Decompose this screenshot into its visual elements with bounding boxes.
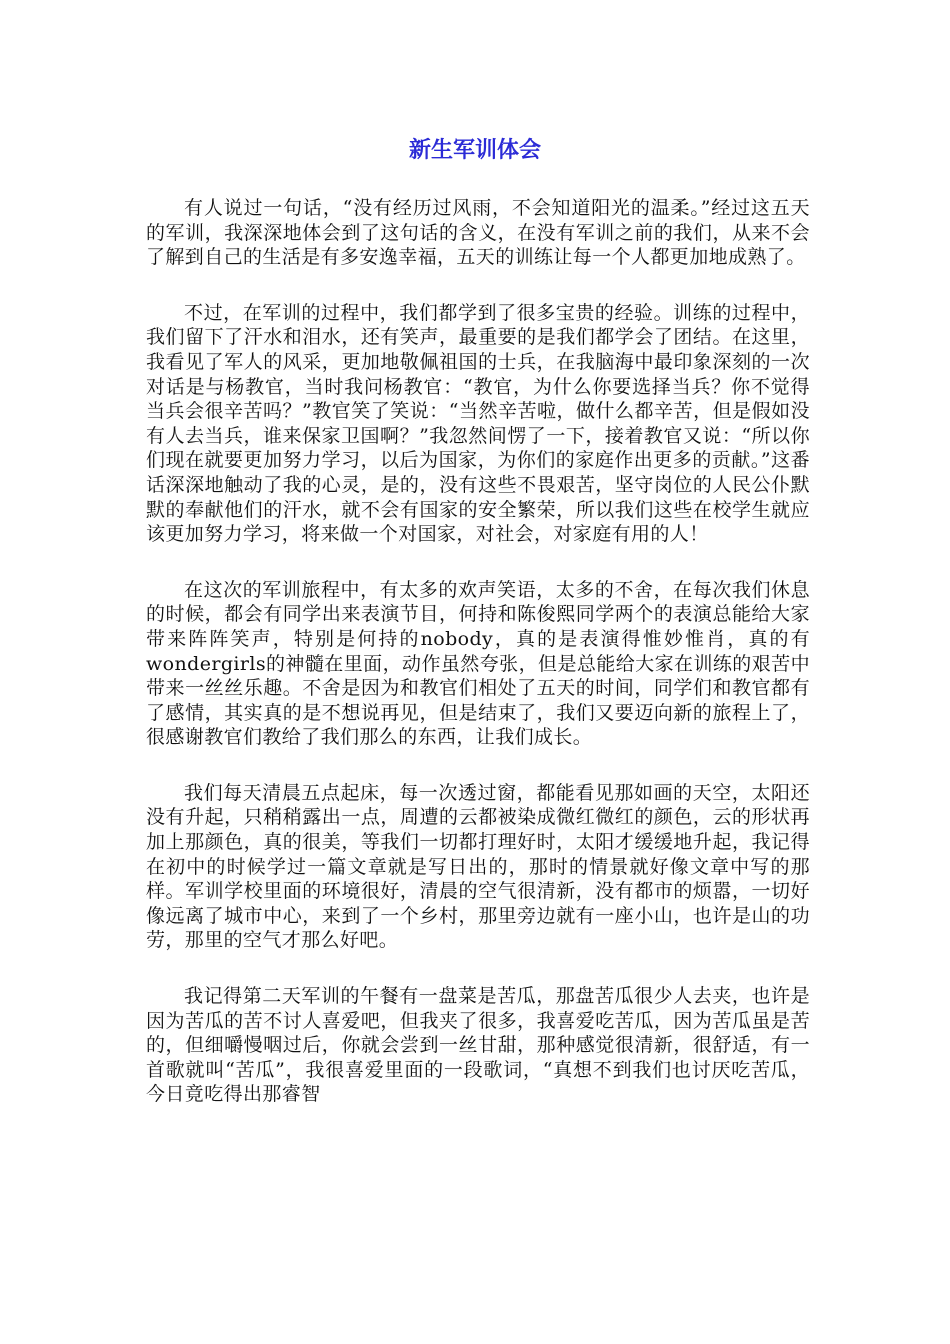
paragraph-5: 我记得第二天军训的午餐有一盘菜是苦瓜，那盘苦瓜很少人去夹，也许是因为苦瓜的苦不讨人喜爱吧，但我夹了很多，我喜爱吃苦瓜，因为苦瓜虽是苦的，但细嚼慢咽过后，你就会尝到一丝甘甜，那种感觉很清新，很舒适，有一首歌就叫“苦瓜”，我很喜爱里面的一段歌词，“真想不到我们也讨厌吃苦瓜，今日竟吃得出那睿智 (146, 985, 810, 1106)
document-body (146, 196, 810, 1138)
document-title: 新生军训体会 (408, 138, 541, 163)
paragraph-4: 我们每天清晨五点起床，每一次透过窗，都能看见那如画的天空，太阳还没有升起，只稍稍露出一点，周遭的云都被染成微红微红的颜色，云的形状再加上那颜色，真的很美，等我们一切都打理好时，太阳才缓缓地升起，我记得在初中的时候学过一篇文章就是写日出的，那时的情景就好像文章中写的那样。军训学校里面的环境很好，清晨的空气很清新，没有都市的烦嚣，一切好像远离了城市中心，来到了一个乡村，那里旁边就有一座小山，也许是山的功劳，那里的空气才那么好吧。 (146, 781, 810, 952)
paragraph-3: 在这次的军训旅程中，有太多的欢声笑语，太多的不舍，在每次我们休息的时候，都会有同学出来表演节目，何持和陈俊熙同学两个的表演总能给大家带来阵阵笑声，特别是何持的nobody，真的是表演得惟妙惟肖，真的有wondergirls的神髓在里面，动作虽然夸张，但是总能给大家在训练的艰苦中带来一丝丝乐趣。不舍是因为和教官们相处了五天的时间，同学们和教官都有了感情，其实真的是不想说再见，但是结束了，我们又要迈向新的旅程上了，很感谢教官们教给了我们那么的东西，让我们成长。 (146, 578, 810, 749)
paragraph-2: 不过，在军训的过程中，我们都学到了很多宝贵的经验。训练的过程中，我们留下了汗水和泪水，还有笑声，最重要的是我们都学会了团结。在这里，我看见了军人的风采，更加地敬佩祖国的士兵，在我脑海中最印象深刻的一次对话是与杨教官，当时我问杨教官：“教官，为什么你要选择当兵？你不觉得当兵会很辛苦吗？”教官笑了笑说：“当然辛苦啦，做什么都辛苦，但是假如没有人去当兵，谁来保家卫国啊？”我忽然间愣了一下，接着教官又说：“所以你们现在就要更加努力学习，以后为国家，为你们的家庭作出更多的贡献。”这番话深深地触动了我的心灵，是的，没有这些不畏艰苦，坚守岗位的人民公仆默默的奉献他们的汗水，就不会有国家的安全繁荣，所以我们这些在校学生就应该更加努力学习，将来做一个对国家，对社会，对家庭有用的人！ (146, 301, 810, 546)
paragraph-1: 有人说过一句话，“没有经历过风雨，不会知道阳光的温柔。”经过这五天的军训，我深深地体会到了这句话的含义，在没有军训之前的我们，从来不会了解到自己的生活是有多安逸幸福，五天的训练让每一个人都更加地成熟了。 (146, 197, 810, 269)
